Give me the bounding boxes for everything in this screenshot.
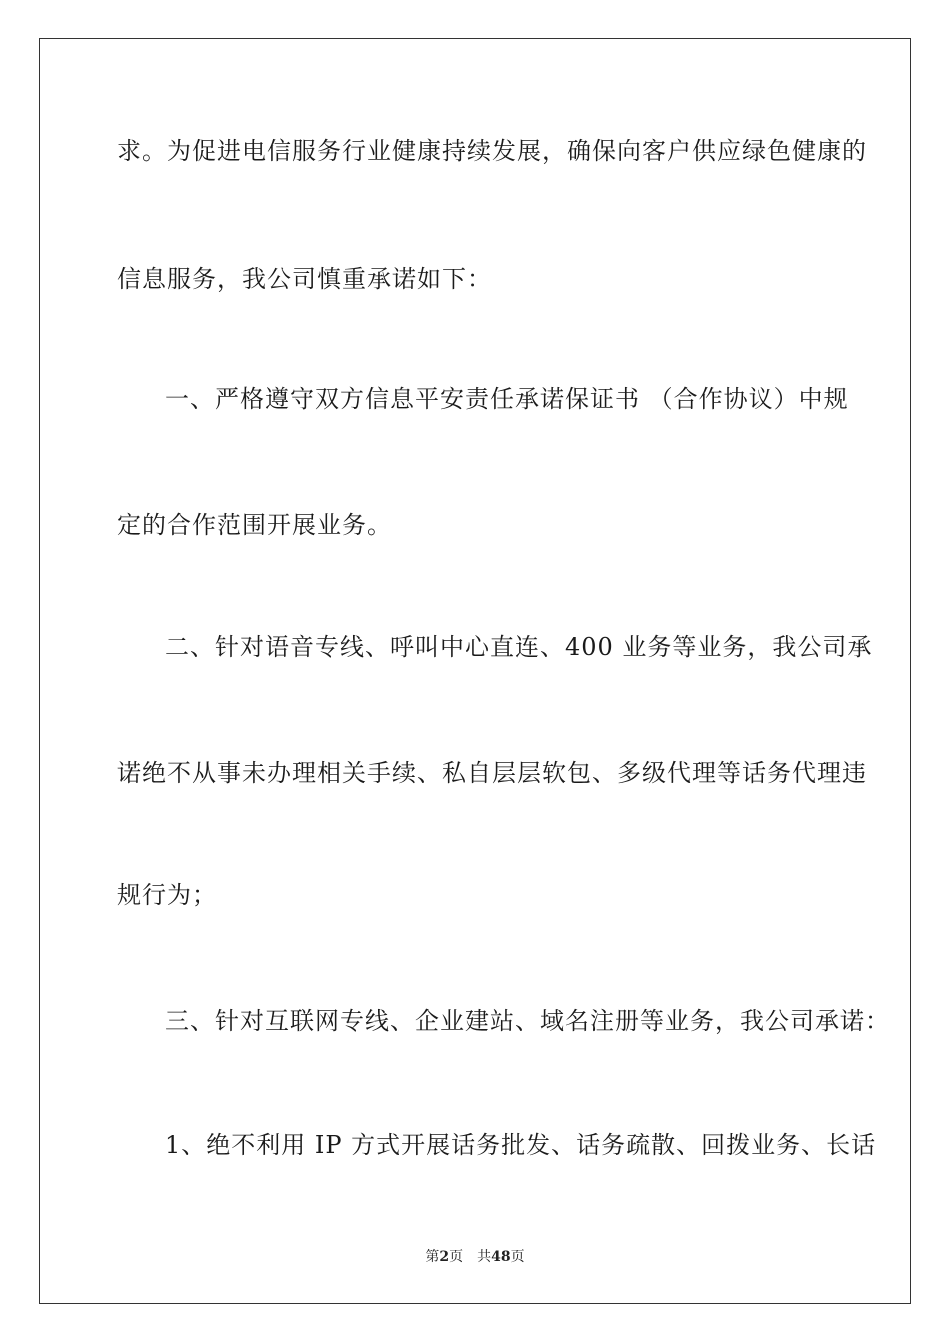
- page-border: [39, 38, 911, 1304]
- text-line-5: 二、针对语音专线、呼叫中心直连、400 业务等业务，我公司承: [165, 633, 873, 661]
- total-suffix: 页: [510, 1249, 525, 1265]
- text-line-8: 三、针对互联网专线、企业建站、域名注册等业务，我公司承诺：: [165, 1007, 890, 1035]
- text-line-2: 信息服务，我公司慎重承诺如下：: [117, 265, 492, 293]
- text-line-7: 规行为；: [117, 881, 217, 909]
- text-line-9: 1、绝不利用 IP 方式开展话务批发、话务疏散、回拨业务、长话: [165, 1131, 877, 1159]
- page-footer: [0, 1248, 950, 1266]
- total-pages: 48: [491, 1249, 511, 1265]
- page-suffix: 页: [449, 1249, 464, 1265]
- text-line-4: 定的合作范围开展业务。: [117, 511, 392, 539]
- total-prefix: 共: [477, 1249, 492, 1265]
- text-line-6: 诺绝不从事未办理相关手续、私自层层软包、多级代理等话务代理违: [117, 759, 867, 787]
- page-number: 2: [439, 1249, 450, 1265]
- text-line-1: 求。为促进电信服务行业健康持续发展，确保向客户供应绿色健康的: [117, 137, 867, 165]
- page-prefix: 第: [425, 1249, 440, 1265]
- text-line-3: 一、严格遵守双方信息平安责任承诺保证书 （合作协议）中规: [165, 385, 849, 413]
